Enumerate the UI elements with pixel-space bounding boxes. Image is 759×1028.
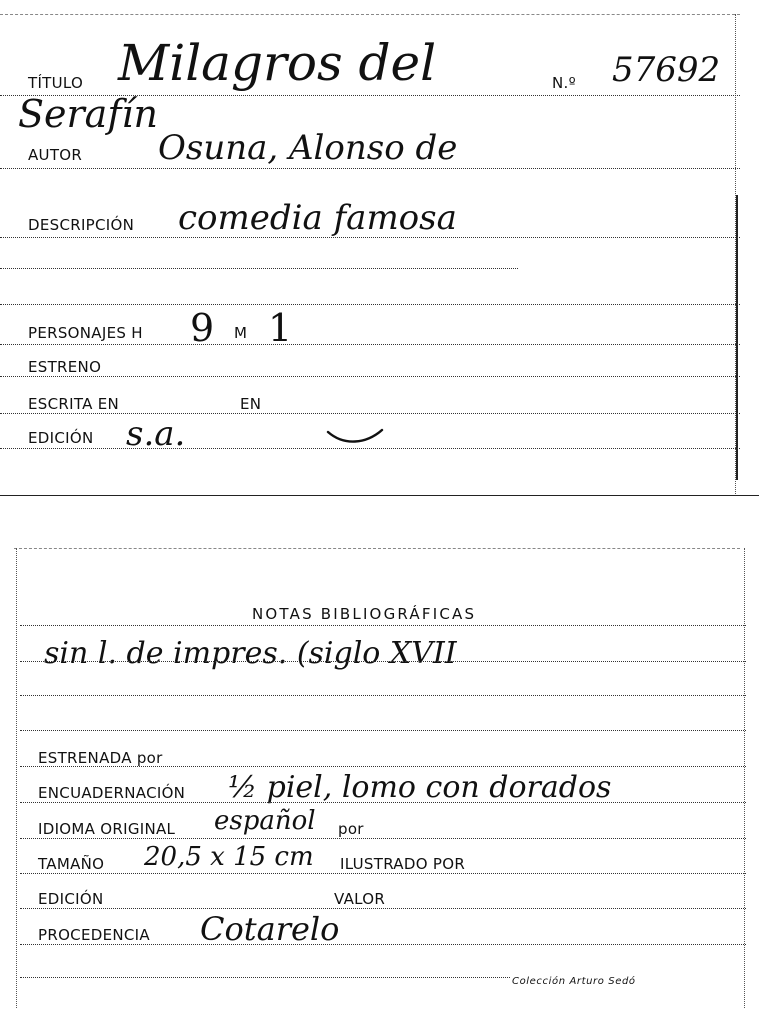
numero-label: N.º xyxy=(552,74,576,92)
personajes-m-label: M xyxy=(234,324,248,342)
divider xyxy=(20,625,746,626)
edicion-label-back: EDICIÓN xyxy=(38,890,104,908)
divider xyxy=(0,448,740,449)
divider xyxy=(20,944,746,945)
titulo-value-line2: Serafín xyxy=(18,92,159,136)
estreno-label: ESTRENO xyxy=(28,358,102,376)
colophon: Colección Arturo Sedó xyxy=(512,976,636,987)
escrita-en-label: EN xyxy=(240,395,262,413)
descripcion-value: comedia famosa xyxy=(178,198,457,238)
divider xyxy=(20,695,746,696)
autor-value: Osuna, Alonso de xyxy=(158,128,458,168)
catalog-card-front xyxy=(0,0,759,496)
idioma-value: español xyxy=(214,806,316,836)
escrita-label: ESCRITA EN xyxy=(28,395,120,413)
tamano-label: TAMAÑO xyxy=(38,855,105,873)
tamano-value: 20,5 x 15 cm xyxy=(144,842,314,872)
divider xyxy=(0,268,518,269)
divider xyxy=(0,14,740,15)
descripcion-label: DESCRIPCIÓN xyxy=(28,216,135,234)
divider xyxy=(0,376,740,377)
personajes-h-value: 9 xyxy=(190,306,215,350)
divider xyxy=(20,908,746,909)
titulo-value-line1: Milagros del xyxy=(118,34,437,92)
divider xyxy=(744,548,745,1008)
divider xyxy=(20,802,746,803)
divider xyxy=(20,730,746,731)
divider xyxy=(20,873,746,874)
ilustrado-label: ILUSTRADO POR xyxy=(340,855,466,873)
edicion-label: EDICIÓN xyxy=(28,429,94,447)
divider xyxy=(0,237,740,238)
estrenada-label: ESTRENADA por xyxy=(38,749,163,767)
notas-value: sin l. de impres. (siglo XVII xyxy=(44,636,457,671)
encuadernacion-value: ½ piel, lomo con dorados xyxy=(228,770,612,805)
idioma-por-label: por xyxy=(338,820,364,838)
catalog-card-back xyxy=(0,540,759,1010)
personajes-m-value: 1 xyxy=(268,306,293,350)
idioma-label: IDIOMA ORIGINAL xyxy=(38,820,176,838)
divider xyxy=(0,413,740,414)
divider xyxy=(20,838,746,839)
divider xyxy=(14,548,740,549)
encuadernacion-label: ENCUADERNACIÓN xyxy=(38,784,186,802)
divider xyxy=(0,168,740,169)
handwritten-stroke-mark xyxy=(326,426,384,448)
divider xyxy=(20,766,746,767)
procedencia-label: PROCEDENCIA xyxy=(38,926,150,944)
divider xyxy=(20,977,510,978)
notas-heading: NOTAS BIBLIOGRÁFICAS xyxy=(252,605,477,623)
autor-label: AUTOR xyxy=(28,146,83,164)
divider xyxy=(20,661,746,662)
valor-label: VALOR xyxy=(334,890,386,908)
procedencia-value: Cotarelo xyxy=(200,910,340,948)
personajes-label: PERSONAJES H xyxy=(28,324,143,342)
divider xyxy=(0,344,740,345)
titulo-label: TÍTULO xyxy=(28,74,84,92)
edicion-value: s.a. xyxy=(126,414,186,454)
numero-value: 57692 xyxy=(612,50,721,90)
divider xyxy=(0,304,740,305)
divider xyxy=(16,548,17,1008)
